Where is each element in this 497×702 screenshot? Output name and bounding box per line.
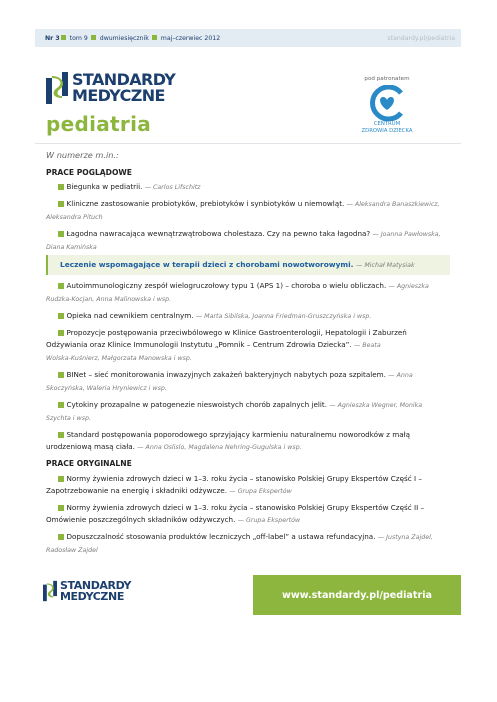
item-authors: — Justyna Zajdel, — [377, 534, 433, 541]
list-item — [46, 327, 450, 365]
item-title-cont: Zapotrzebowanie na energię i składniki odżywcze. — [46, 486, 227, 495]
list-item — [46, 502, 450, 527]
item-authors: — Beata — [354, 342, 381, 349]
featured-title: Leczenie wspomagające w terapii dzieci z chorobami nowotworowymi. — [60, 260, 354, 269]
patronage-block — [355, 76, 419, 134]
item-authors: — Marta Sibilska, Joanna Friedman-Gruszczyńska i wsp. — [195, 313, 372, 320]
issue-frequency: dwumiesięcznik — [99, 34, 149, 42]
list-item — [46, 429, 450, 454]
centrum-zdrowia-dziecka-logo-icon — [368, 85, 406, 121]
item-authors: — Anna Oslislo, Magdalena Nehring-Gugulska i wsp. — [137, 444, 302, 451]
logo-line-2: MEDYCZNE — [72, 86, 165, 105]
item-title: Normy żywienia zdrowych dzieci w 1–3. roku życia – stanowisko Polskiej Grupy Ekspertów Część I – — [66, 474, 422, 483]
header-divider — [35, 143, 461, 144]
contents-intro: W numerze m.in.: — [46, 150, 119, 160]
issue-bar — [35, 29, 461, 47]
footer-standardy-logo — [43, 580, 131, 602]
separator-square-icon — [91, 35, 96, 40]
list-item — [46, 228, 450, 254]
patronage-label: pod patronatem — [364, 76, 410, 82]
item-authors-cont: Radosław Zajdel — [46, 547, 98, 554]
item-authors-cont: Skoczyńska, Waleria Hryniewicz i wsp. — [46, 385, 167, 392]
list-item — [46, 280, 450, 306]
section-heading-review: PRACE POGLĄDOWE — [46, 168, 132, 177]
issue-period: maj–czerwiec 2012 — [160, 34, 221, 42]
footer-url-sub: /pediatria — [379, 589, 432, 601]
bullet-square-icon — [58, 184, 64, 190]
review-list-2 — [46, 280, 450, 454]
bullet-square-icon — [58, 231, 64, 237]
featured-authors: — Michał Matysiak — [356, 262, 415, 269]
bullet-square-icon — [58, 505, 64, 511]
item-authors: — Joanna Pawłowska, — [372, 231, 441, 238]
original-list — [46, 473, 450, 557]
item-authors-cont: Wolska-Kuśnierz, Małgorzata Manowska i wsp. — [46, 355, 192, 362]
item-authors: — Carlos Lifschitz — [144, 184, 201, 191]
item-authors: — Agnieszka Wegner, Monika — [329, 402, 423, 409]
item-title-cont: Omówienie poszczególnych składników odżywczych. — [46, 515, 236, 524]
item-title: Łagodna nawracająca wewnątrzwątrobowa cholestaza. Czy na pewno taka łagodna? — [66, 229, 371, 238]
logo-s-mark-icon — [43, 580, 57, 602]
bullet-square-icon — [58, 201, 64, 207]
issue-number: Nr 3 — [45, 34, 60, 42]
item-authors-cont: Rudzka-Kocjan, Anna Malinowska i wsp. — [46, 296, 172, 303]
item-authors: — Aleksandra Banaszkiewicz, — [346, 201, 440, 208]
header-website-link[interactable]: standardy.pl/pediatria — [387, 34, 455, 42]
item-title-cont: Odżywiania oraz Klinice Immunologii Instytutu „Pomnik – Centrum Zdrowia Dziecka”. — [46, 340, 352, 349]
bullet-square-icon — [58, 330, 64, 336]
item-title: Dopuszczalność stosowania produktów leczniczych „off-label” a ustawa refundacyjna. — [66, 532, 376, 541]
item-title: Autoimmunologiczny zespół wielogruczołowy typu 1 (APS 1) – choroba o wielu obliczach. — [66, 281, 387, 290]
footer-logo-line-2: MEDYCZNE — [60, 590, 124, 603]
item-authors: — Agnieszka — [388, 283, 429, 290]
list-item — [46, 473, 450, 498]
logo-s-mark-icon — [46, 72, 68, 104]
journal-title: pediatria — [46, 112, 152, 136]
bullet-square-icon — [58, 476, 64, 482]
item-authors: — Anna — [388, 372, 413, 379]
separator-square-icon — [61, 35, 66, 40]
item-title: Cytokiny prozapalne w patogenezie nieswoistych chorób zapalnych jelit. — [66, 400, 327, 409]
issue-info — [45, 35, 220, 42]
item-title-cont: urodzeniową masą ciała. — [46, 442, 135, 451]
separator-square-icon — [152, 35, 157, 40]
list-item — [46, 198, 450, 224]
item-title: Biegunka w pediatrii. — [66, 182, 143, 191]
item-authors-cont: Aleksandra Pituch — [46, 214, 103, 221]
footer-url-main: www.standardy.pl — [282, 589, 380, 601]
review-list-1 — [46, 181, 450, 254]
bullet-square-icon — [58, 313, 64, 319]
list-item — [58, 310, 450, 323]
bullet-square-icon — [58, 372, 64, 378]
footer-logo-line-1: STANDARDY — [60, 579, 132, 592]
item-title: BINet – sieć monitorowania inwazyjnych zakażeń bakteryjnych nabytych poza szpitalem. — [66, 370, 386, 379]
footer-url-link[interactable] — [253, 575, 461, 615]
list-item — [46, 531, 450, 557]
item-title: Normy żywienia zdrowych dzieci w 1–3. roku życia – stanowisko Polskiej Grupy Ekspertów Część II – — [66, 503, 425, 512]
bullet-square-icon — [58, 402, 64, 408]
patronage-name-2: ZDROWIA DZIECKA — [361, 127, 413, 134]
bullet-square-icon — [58, 283, 64, 289]
issue-volume: tom 9 — [69, 34, 88, 42]
item-title: Propozycje postępowania przeciwbólowego w Klinice Gastroenterologii, Hepatologii i Zaburzeń — [66, 328, 407, 337]
bullet-square-icon — [58, 534, 64, 540]
item-authors-cont: Szychta i wsp. — [46, 415, 91, 422]
standardy-medyczne-logo — [46, 72, 175, 104]
patronage-name-1: CENTRUM — [373, 121, 401, 127]
item-authors: — Grupa Ekspertów — [237, 517, 301, 524]
list-item — [58, 181, 450, 194]
logo-line-1: STANDARDY — [72, 70, 176, 89]
item-title: Kliniczne zastosowanie probiotyków, prebiotyków i synbiotyków u niemowląt. — [66, 199, 345, 208]
list-item — [46, 369, 450, 395]
item-authors-cont: Diana Kamińska — [46, 244, 97, 251]
bullet-square-icon — [58, 432, 64, 438]
list-item — [46, 399, 450, 425]
item-authors: — Grupa Ekspertów — [229, 488, 292, 495]
item-title: Opieka nad cewnikiem centralnym. — [66, 311, 194, 320]
item-title: Standard postępowania poporodowego sprzyjający karmieniu naturalnemu noworodków z małą — [66, 430, 411, 439]
featured-article — [46, 255, 450, 275]
section-heading-original: PRACE ORYGINALNE — [46, 459, 132, 468]
